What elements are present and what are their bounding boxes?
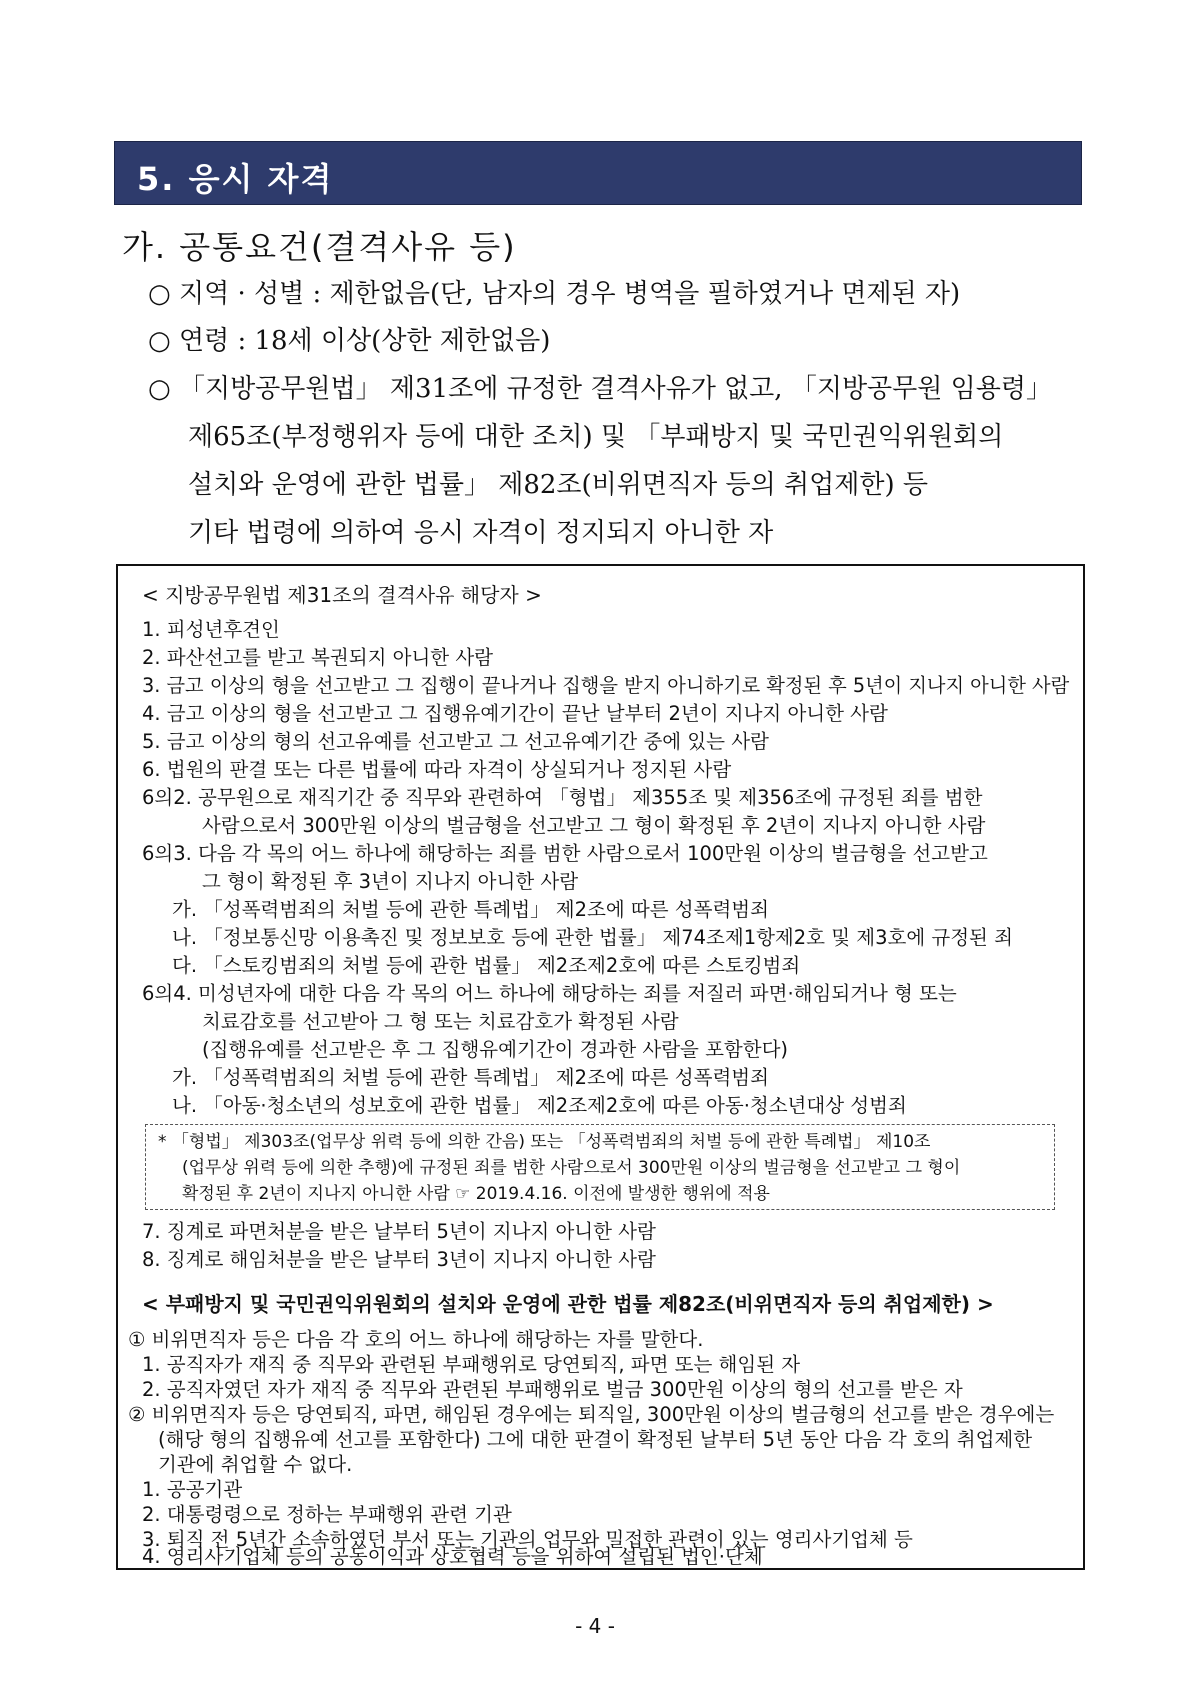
list-item: 치료감호를 선고받아 그 형 또는 치료감호가 확정된 사람 bbox=[202, 1010, 679, 1033]
footnote-line: * 「형법」 제303조(업무상 위력 등에 의한 간음) 또는 「성폭력범죄의 처벌 등에 관한 특례법」 제10조 bbox=[158, 1132, 931, 1152]
box-heading-article82: < 부패방지 및 국민권익위원회의 설치와 운영에 관한 법률 제82조(비위면직자 등의 취업제한) > bbox=[142, 1292, 994, 1316]
requirement-region-gender: ○ 지역 · 성별 : 제한없음(단, 남자의 경우 병역을 필하였거나 면제된 자) bbox=[148, 279, 961, 309]
list-item: 1. 공공기관 bbox=[142, 1478, 243, 1501]
subsection-title: 가. 공통요건(결격사유 등) bbox=[122, 228, 517, 266]
list-item: 2. 공직자였던 자가 재직 중 직무와 관련된 부패행위로 벌금 300만원 이상의 형의 선고를 받은 자 bbox=[142, 1378, 963, 1401]
page-number: - 4 - bbox=[575, 1614, 615, 1638]
requirement-disqualification: ○ 「지방공무원법」 제31조에 규정한 결격사유가 없고, 「지방공무원 임용령」 bbox=[148, 374, 1053, 404]
list-item: 가. 「성폭력범죄의 처벌 등에 관한 특례법」 제2조에 따른 성폭력범죄 bbox=[172, 898, 769, 921]
list-item: 3. 퇴직 전 5년간 소속하였던 부서 또는 기관의 업무와 밀접한 관련이 있는 영리사기업체 등 bbox=[142, 1528, 913, 1551]
section-title: 5. 응시 자격 bbox=[137, 160, 334, 198]
list-item: 나. 「아동·청소년의 성보호에 관한 법률」 제2조제2호에 따른 아동·청소년대상 성범죄 bbox=[172, 1094, 907, 1117]
list-item: 나. 「정보통신망 이용촉진 및 정보보호 등에 관한 법률」 제74조제1항제2호 및 제3호에 규정된 죄 bbox=[172, 926, 1013, 949]
list-item: 2. 파산선고를 받고 복권되지 아니한 사람 bbox=[142, 646, 493, 669]
list-item: (해당 형의 집행유예 선고를 포함한다) 그에 대한 판결이 확정된 날부터 5년 동안 다음 각 호의 취업제한 bbox=[158, 1428, 1033, 1451]
list-item: 6의4. 미성년자에 대한 다음 각 목의 어느 하나에 해당하는 죄를 저질러 파면·해임되거나 형 또는 bbox=[142, 982, 957, 1005]
list-item: 다. 「스토킹범죄의 처벌 등에 관한 법률」 제2조제2호에 따른 스토킹범죄 bbox=[172, 954, 801, 977]
list-item: 6의3. 다음 각 목의 어느 하나에 해당하는 죄를 범한 사람으로서 100만원 이상의 벌금형을 선고받고 bbox=[142, 842, 988, 865]
list-item: 그 형이 확정된 후 3년이 지나지 아니한 사람 bbox=[202, 870, 579, 893]
footnote-line: (업무상 위력 등에 의한 추행)에 규정된 죄를 범한 사람으로서 300만원 이상의 벌금형을 선고받고 그 형이 bbox=[182, 1158, 961, 1178]
requirement-age: ○ 연령 : 18세 이상(상한 제한없음) bbox=[148, 326, 551, 356]
list-item: (집행유예를 선고받은 후 그 집행유예기간이 경과한 사람을 포함한다) bbox=[202, 1038, 789, 1061]
footnote-box bbox=[145, 1124, 1055, 1210]
list-item: 6. 법원의 판결 또는 다른 법률에 따라 자격이 상실되거나 정지된 사람 bbox=[142, 758, 732, 781]
footnote-line: 확정된 후 2년이 지나지 아니한 사람 ☞ 2019.4.16. 이전에 발생한 행위에 적용 bbox=[182, 1184, 770, 1204]
list-item: 가. 「성폭력범죄의 처벌 등에 관한 특례법」 제2조에 따른 성폭력범죄 bbox=[172, 1066, 769, 1089]
section-header-bar bbox=[114, 141, 1082, 205]
list-item: 1. 공직자가 재직 중 직무와 관련된 부패행위로 당연퇴직, 파면 또는 해임된 자 bbox=[142, 1353, 801, 1376]
requirement-disqualification-line: 기타 법령에 의하여 응시 자격이 정지되지 아니한 자 bbox=[188, 518, 774, 548]
list-item: 사람으로서 300만원 이상의 벌금형을 선고받고 그 형이 확정된 후 2년이 지나지 아니한 사람 bbox=[202, 814, 986, 837]
box-heading-article31: < 지방공무원법 제31조의 결격사유 해당자 > bbox=[142, 583, 542, 607]
list-item: 2. 대통령령으로 정하는 부패행위 관련 기관 bbox=[142, 1503, 512, 1526]
list-item: 4. 영리사기업체 등의 공동이익과 상호협력 등을 위하여 설립된 법인·단체 bbox=[142, 1545, 763, 1568]
requirement-disqualification-line: 설치와 운영에 관한 법률」 제82조(비위면직자 등의 취업제한) 등 bbox=[188, 470, 929, 500]
legal-reference-box bbox=[116, 564, 1085, 1570]
list-item: 7. 징계로 파면처분을 받은 날부터 5년이 지나지 아니한 사람 bbox=[142, 1220, 656, 1243]
list-item: 5. 금고 이상의 형의 선고유예를 선고받고 그 선고유예기간 중에 있는 사람 bbox=[142, 730, 769, 753]
list-item: ② 비위면직자 등은 당연퇴직, 파면, 해임된 경우에는 퇴직일, 300만원 이상의 벌금형의 선고를 받은 경우에는 bbox=[128, 1403, 1055, 1426]
list-item: 4. 금고 이상의 형을 선고받고 그 집행유예기간이 끝난 날부터 2년이 지나지 아니한 사람 bbox=[142, 702, 888, 725]
list-item: 8. 징계로 해임처분을 받은 날부터 3년이 지나지 아니한 사람 bbox=[142, 1248, 656, 1271]
list-item: 1. 피성년후견인 bbox=[142, 618, 280, 641]
requirement-disqualification-line: 제65조(부정행위자 등에 대한 조치) 및 「부패방지 및 국민권익위원회의 bbox=[188, 422, 1004, 452]
list-item: 6의2. 공무원으로 재직기간 중 직무와 관련하여 「형법」 제355조 및 제356조에 규정된 죄를 범한 bbox=[142, 786, 983, 809]
list-item: 기관에 취업할 수 없다. bbox=[158, 1453, 353, 1476]
list-item: 3. 금고 이상의 형을 선고받고 그 집행이 끝나거나 집행을 받지 아니하기로 확정된 후 5년이 지나지 아니한 사람 bbox=[142, 674, 1070, 697]
list-item: ① 비위면직자 등은 다음 각 호의 어느 하나에 해당하는 자를 말한다. bbox=[128, 1328, 704, 1351]
